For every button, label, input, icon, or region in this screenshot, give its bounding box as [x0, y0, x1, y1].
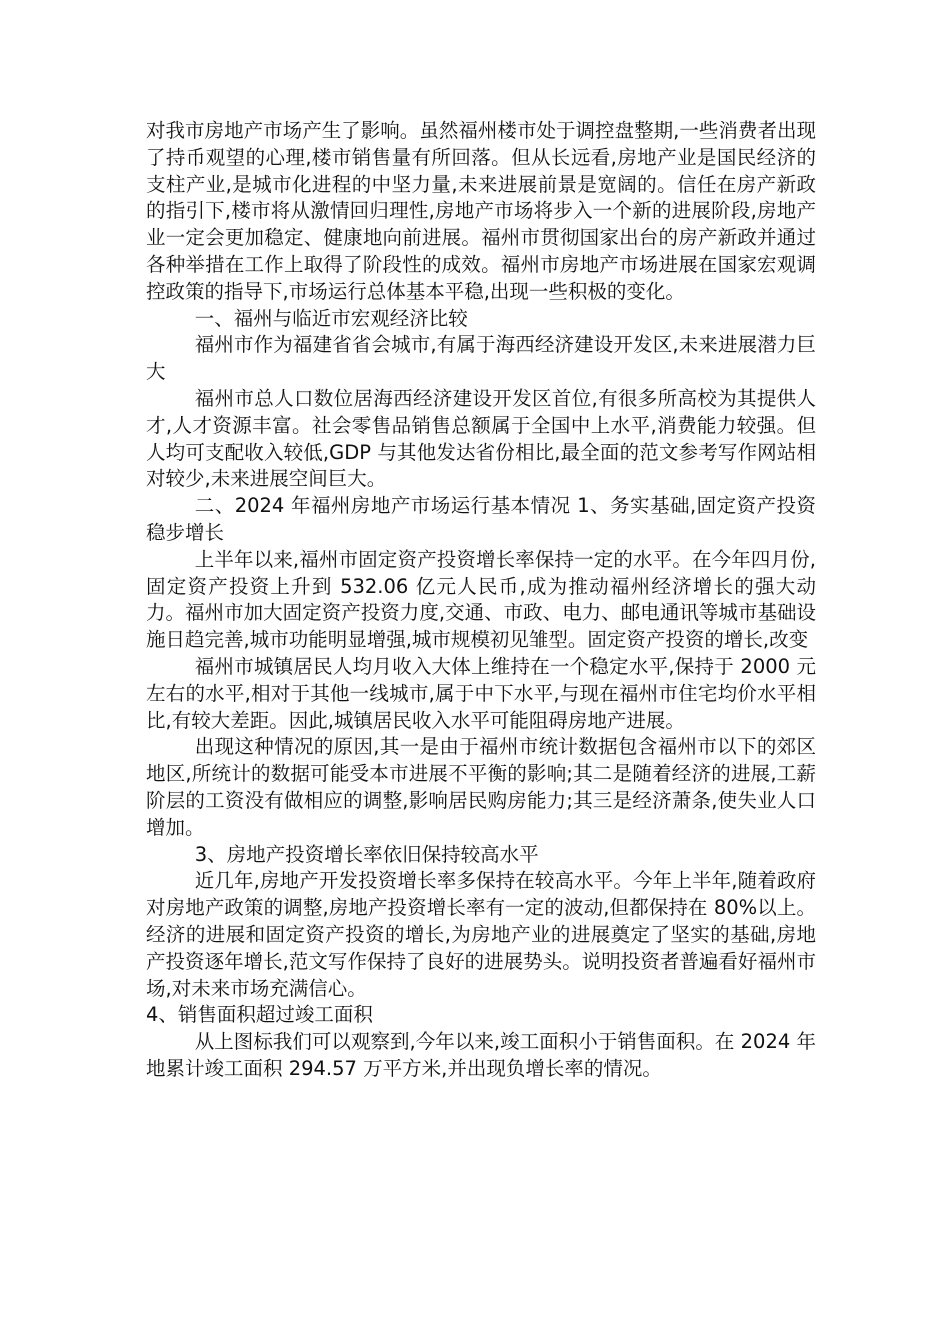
section-heading-macro-comparison: 一、福州与临近市宏观经济比较: [194, 306, 468, 330]
paragraph-provincial-capital: 福州市作为福建省省会城市,有属于海西经济建设开发区,未来进展潜力巨大: [146, 333, 816, 384]
subheading-sales-area: 4、销售面积超过竣工面积: [146, 1003, 373, 1027]
subheading-investment-growth: 3、房地产投资增长率依旧保持较高水平: [194, 842, 539, 866]
paragraph-completed-area: 从上图标我们可以观察到,今年以来,竣工面积小于销售面积。在 2024 年地累计竣工面积 294.57 万平方米,并出现负增长率的情况。: [146, 1030, 816, 1080]
paragraph-causes: 出现这种情况的原因,其一是由于福州市统计数据包含福州市以下的郊区地区,所统计的数据可能受本市进展不平衡的影响;其二是随着经济的进展,工薪阶层的工资没有做相应的调整,影响居民购房能力;其三是经济萧条,使失业人口增加。: [146, 735, 816, 839]
paragraph-fixed-investment: 上半年以来,福州市固定资产投资增长率保持一定的水平。在今年四月份,固定资产投资上升到 532.06 亿元人民币,成为推动福州经济增长的强大动力。福州市加大固定资产投资力度,交通、市政、电力、邮电通讯等城市基础设施日趋完善,城市功能明显增强,城市规模初见雏型。固定资产投资的增长,改变: [146, 547, 816, 652]
section-heading-market-status: 二、2024 年福州房地产市场运行基本情况 1、务实基础,固定资产投资稳步增长: [146, 494, 816, 544]
paragraph-investment-growth: 近几年,房地产开发投资增长率多保持在较高水平。今年上半年,随着政府对房地产政策的调整,房地产投资增长率有一定的波动,但都保持在 80%以上。经济的进展和固定资产投资的增长,为房地产业的进展奠定了坚实的基础,房地产投资逐年增长,范文写作保持了良好的进展势头。说明投资者普遍看好福州市场,对未来市场充满信心。: [146, 869, 816, 1000]
paragraph-resident-income: 福州市城镇居民人均月收入大体上维持在一个稳定水平,保持于 2000 元左右的水平,相对于其他一线城市,属于中下水平,与现在福州市住宅均价水平相比,有较大差距。因此,城镇居民收入水平可能阻碍房地产进展。: [146, 654, 816, 732]
paragraph-market-impact: 对我市房地产市场产生了影响。虽然福州楼市处于调控盘整期,一些消费者出现了持币观望的心理,楼市销售量有所回落。但从长远看,房地产业是国民经济的支柱产业,是城市化进程的中坚力量,未来进展前景是宽阔的。信任在房产新政的指引下,楼市将从激情回归理性,房地产市场将步入一个新的进展阶段,房地产业一定会更加稳定、健康地向前进展。福州市贯彻国家出台的房产新政并通过各种举措在工作上取得了阶段性的成效。福州市房地产市场进展在国家宏观调控政策的指导下,市场运行总体基本平稳,出现一些积极的变化。: [146, 119, 816, 303]
paragraph-population: 福州市总人口数位居海西经济建设开发区首位,有很多所高校为其提供人才,人才资源丰富。社会零售品销售总额属于全国中上水平,消费能力较强。但人均可支配收入较低,GDP 与其他发达省份相比,最全面的范文参考写作网站相对较少,未来进展空间巨大。: [146, 386, 816, 491]
document-body: [146, 118, 816, 1083]
